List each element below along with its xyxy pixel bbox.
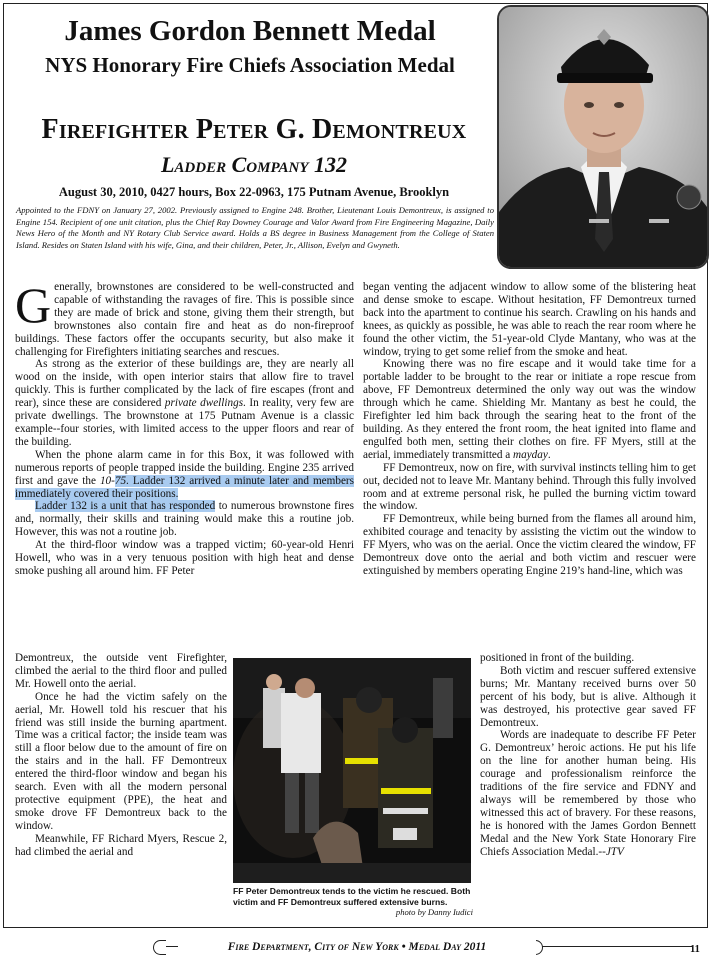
highlighted-text[interactable]: 75 <box>114 474 127 487</box>
article-paragraph: As strong as the exterior of these buildings are, they are nearly all wood on the inside, with open interior stairs that allow fire to travel quickly. This is further complicated by the lack of fire escapes (front and rear), since these are considered private dwellings. In reality, very few are private dwellings. The brownstone at 175 Putnam Avenue is a classic example--four stories, with limited access to the upper floors and rear of the building. <box>15 358 354 448</box>
article-paragraph: Generally, brownstones are considered to be well-constructed and capable of withstanding the ravages of fire. This is possible since they are made of brick and stone, giving them their strength, but brownstones also contain fire and heat as do non-fireproof buildings. These factors offer the occupants security, but also make it challenging for Firefighters initiating searches and rescues. <box>15 277 354 358</box>
article-paragraph: Both victim and rescuer suffered extensive burns; Mr. Mantany received burns over 50 percent of his body, but is alive. Although it was destroyed, his protective gear saved FF Demontreux. <box>480 664 696 729</box>
firefighter-portrait <box>497 5 709 269</box>
article-paragraph: Once he had the victim safely on the aerial, Mr. Howell told his rescuer that his friend was still inside the burning apartment. Time was a critical factor; the inside team was still a floor below due to the amount of fire on the stairs and in the hall. FF Demontreux entered the third-floor window and began his search. Even with all the modern personal protective equipment (PPE), the heat and smoke drove FF Demontreux back to the window. <box>15 690 227 832</box>
bio-paragraph: Appointed to the FDNY on January 27, 2002. Previously assigned to Engine 248. Brother, Lieutenant Louis Demontreux, is assigned to Engine 154. Recipient of one unit citation, plus the Chief Ray Downey Courage and Valor Award from Fire Engineering Magazine, Daily News Hero of the Month and NY Rotary Club Service award. Holds a BS degree in Business Management from the College of Staten Island. Resides on Staten Island with his wife, Gina, and their children, Peter, Jr., Allison, Evelyn and Gwyneth. <box>16 205 494 250</box>
drop-cap: G <box>15 277 52 333</box>
firefighter-name: Firefighter Peter G. Demontreux <box>41 114 467 145</box>
footer-bracket-left <box>153 940 166 955</box>
unit-name: Ladder Company 132 <box>160 152 347 177</box>
highlighted-text[interactable]: . Ladder 132 arrived a minute later and members immediately covered their positions. <box>15 474 354 500</box>
page-number: 11 <box>690 944 700 955</box>
article-paragraph: At the third-floor window was a trapped victim; 60-year-old Henri Howell, who was in a very tenuous position with high heat and dense smoke pushing all around him. FF Peter <box>15 539 354 577</box>
article-paragraph: FF Demontreux, while being burned from the flames all around him, exhibited courage and tenacity by assisting the victim out the window to FF Myers, who was on the aerial. Once the victim cleared the window, FF Demontreux dove onto the aerial and both victim and rescuer were extinguished by members operating Engine 219’s hand-line, which was <box>363 513 696 577</box>
article-paragraph: Words are inadequate to describe FF Peter G. Demontreux’ heroic actions. He put his life on the line for another human being. His courage and professionalism reinforce the traditions of the fire service and FDNY and always will be remembered by those who witnessed this act of bravery. For these reasons, he is honored with the James Gordon Bennett Medal and the New York State Honorary Fire Chiefs Association Medal.--JTV <box>480 729 696 858</box>
footer-publication: Fire Department, City of New York • Medal Day 2011 <box>178 938 536 956</box>
photo-credit: photo by Danny Iudici <box>395 907 473 917</box>
article-paragraph: positioned in front of the building. <box>480 652 635 664</box>
highlighted-text[interactable]: Ladder 132 is a unit that has responded <box>35 500 216 513</box>
article-paragraph: When the phone alarm came in for this Box, it was followed with numerous reports of people trapped inside the building. Engine 235 arrived first and gave the 10-75. Ladder 132 arrived a minute later and members immediately covered their positions. <box>15 448 354 500</box>
article-column-2-lower <box>480 652 696 859</box>
article-column-1 <box>15 277 355 578</box>
article-column-1-lower <box>15 652 227 859</box>
article-paragraph: FF Demontreux, now on fire, with survival instincts telling him to get out, decided not to leave Mr. Mantany behind. Through this fully involved room and at extreme personal risk, he pulled the burning victim toward the window. <box>363 461 696 513</box>
medal-title: James Gordon Bennett Medal <box>64 15 436 47</box>
article-paragraph: began venting the adjacent window to allow some of the blistering heat and dense smoke to escape. Without hesitation, FF Demontreux turned back into the apartment to continue his search. Crawling on his hands and knees, as quickly as possible, he was able to reach the rear room where he found the other victim, the 51-year-old Clyde Mantany, who was at the window, trying to get some relief from the smoke and heat. <box>363 281 696 358</box>
medal-subtitle: NYS Honorary Fire Chiefs Association Medal <box>45 53 455 77</box>
rescue-photo <box>233 658 471 883</box>
article-paragraph: Meanwhile, FF Richard Myers, Rescue 2, had climbed the aerial and <box>15 832 227 858</box>
article-column-2 <box>363 281 696 578</box>
article-paragraph: Ladder 132 is a unit that has responded to numerous brownstone fires and, normally, their skills and training would make this a routine job. However, this was not a routine job. <box>15 500 355 539</box>
incident-line: August 30, 2010, 0427 hours, Box 22-0963, 175 Putnam Avenue, Brooklyn <box>58 185 450 199</box>
article-paragraph: Demontreux, the outside vent Firefighter, climbed the aerial to the third floor and pulled Mr. Howell onto the aerial. <box>15 652 227 690</box>
photo-caption: FF Peter Demontreux tends to the victim he rescued. Both victim and FF Demontreux suffered extensive burns. photo by Danny Iudici <box>233 886 473 917</box>
article-paragraph: Knowing there was no fire escape and it would take time for a portable ladder to be brought to the rear or initiate a rope rescue from above, FF Demontreux determined the only way out was the window through which he came. Shielding Mr. Mantany as best he could, the Firefighter led him back through the searing heat to the front of the building. As they entered the front room, the heat ignited into flame and engulfed both men, setting their clothes on fire. FF Myers, still at the aerial, immediately transmitted a mayday. <box>363 358 696 461</box>
